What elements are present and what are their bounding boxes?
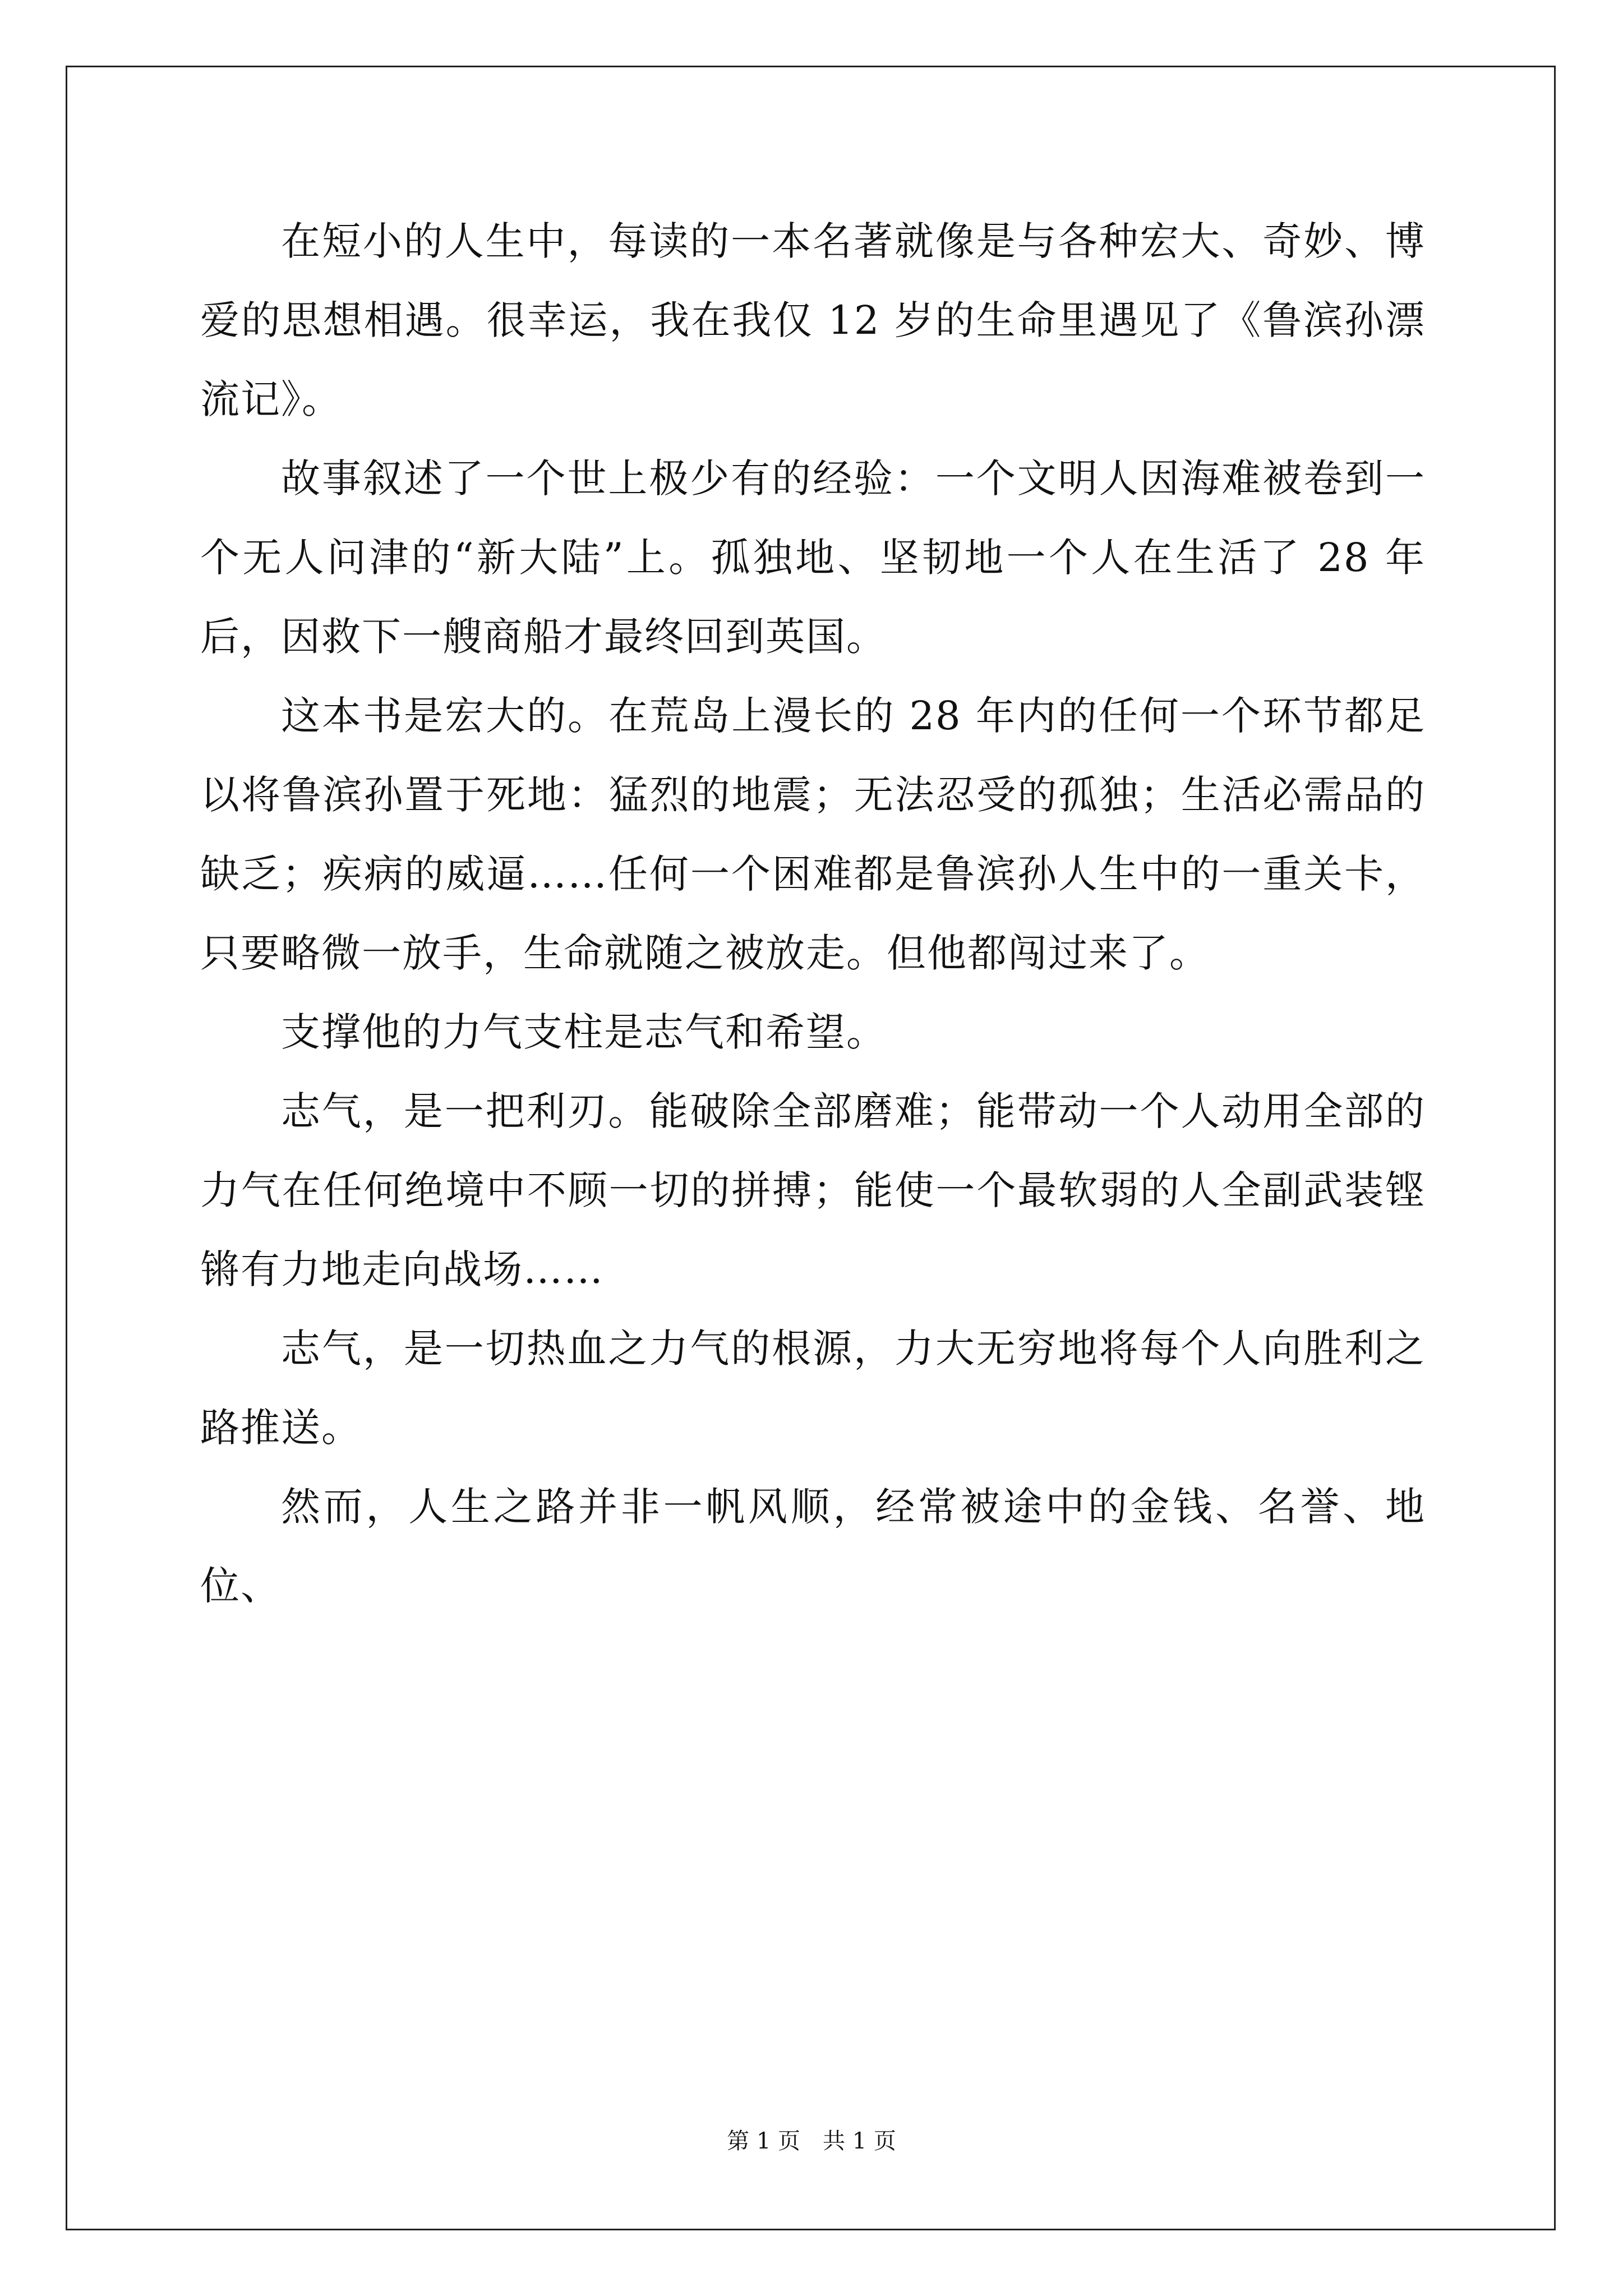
- paragraph: 这本书是宏大的。在荒岛上漫长的 28 年内的任何一个环节都足以将鲁滨孙置于死地：猛烈的地震；无法忍受的孤独；生活必需品的缺乏；疾病的威逼……任何一个困难都是鲁滨孙人生中的一重关卡，只要略微一放手，生命就随之被放走。但他都闯过来了。: [200, 693, 1426, 976]
- paragraph: 在短小的人生中，每读的一本名著就像是与各种宏大、奇妙、博爱的思想相遇。很幸运，我在我仅 12 岁的生命里遇见了《鲁滨孙漂流记》。: [200, 218, 1426, 422]
- document-body: [200, 202, 1426, 1626]
- paragraph: 故事叙述了一个世上极少有的经验：一个文明人因海难被卷到一个无人问津的“新大陆”上。孤独地、坚韧地一个人在生活了 28 年后，因救下一艘商船才最终回到英国。: [200, 455, 1426, 660]
- paragraph: 然而，人生之路并非一帆风顺，经常被途中的金钱、名誉、地位、: [200, 1484, 1426, 1609]
- page-number-footer: 第 1 页 共 1 页: [727, 2128, 896, 2154]
- paragraph: 支撑他的力气支柱是志气和希望。: [281, 1009, 887, 1055]
- paragraph: 志气，是一把利刃。能破除全部磨难；能带动一个人动用全部的力气在任何绝境中不顾一切的拼搏；能使一个最软弱的人全副武装铿锵有力地走向战场……: [200, 1088, 1426, 1292]
- paragraph: 志气，是一切热血之力气的根源，力大无穷地将每个人向胜利之路推送。: [200, 1326, 1426, 1451]
